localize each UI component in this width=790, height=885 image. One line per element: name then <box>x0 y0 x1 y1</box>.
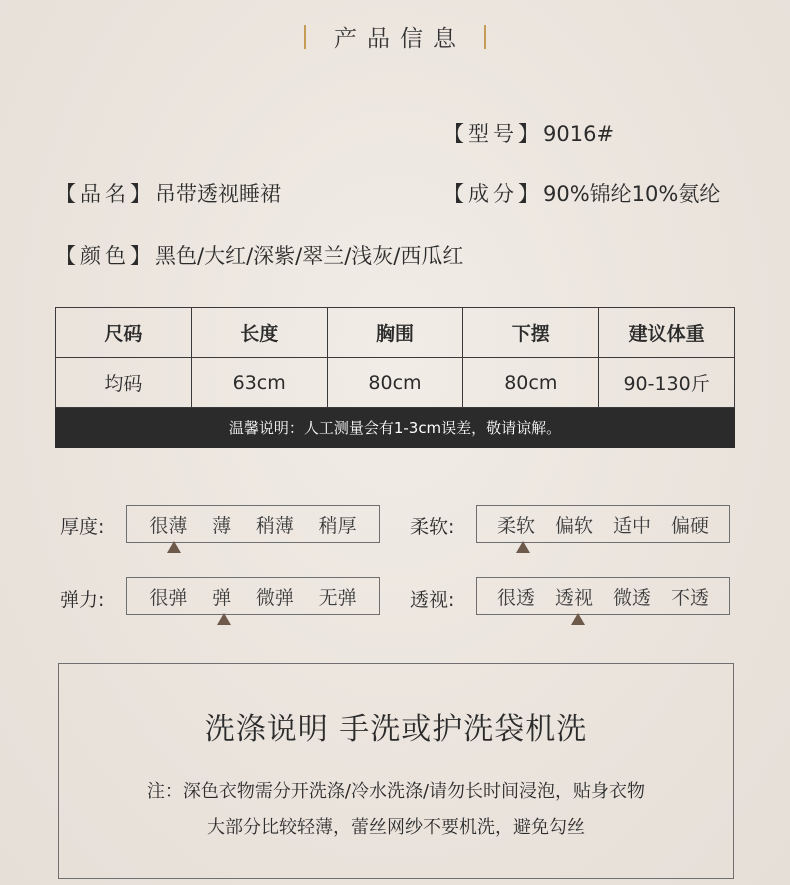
softness-label: 柔软: <box>410 516 455 538</box>
elasticity-option: 弹 <box>212 586 232 609</box>
softness-option: 柔软 <box>496 514 535 537</box>
thickness-option: 稍薄 <box>255 514 294 537</box>
header-right-bar <box>484 25 486 49</box>
elasticity-option: 微弹 <box>255 586 294 609</box>
washing-title: 洗涤说明 手洗或护洗袋机洗 <box>204 712 588 747</box>
header-cell-length: 长度 <box>191 308 327 358</box>
info-colors <box>55 240 463 270</box>
thickness-option: 薄 <box>212 514 232 537</box>
size-table-header-row <box>56 308 735 358</box>
softness-option: 偏硬 <box>670 514 709 537</box>
softness-marker <box>516 541 530 553</box>
info-material <box>443 178 720 208</box>
cell-hem: 80cm <box>463 358 599 408</box>
thickness-option: 很薄 <box>149 514 188 537</box>
transparency-label: 透视: <box>410 589 455 611</box>
info-name-value: 吊带透视睡裙 <box>155 182 281 206</box>
washing-note <box>59 774 733 846</box>
table-row <box>56 358 735 408</box>
transparency-option: 很透 <box>496 586 535 609</box>
thickness-scale <box>126 505 380 543</box>
transparency-option: 透视 <box>554 586 593 609</box>
header-left-bar <box>304 25 306 49</box>
header-cell-hem: 下摆 <box>463 308 599 358</box>
washing-instructions <box>58 663 734 879</box>
transparency-scale <box>476 577 730 615</box>
section-title: 产品信息 <box>334 26 466 52</box>
elasticity-marker <box>217 613 231 625</box>
cell-size: 均码 <box>56 358 192 408</box>
size-note: 温馨说明：人工测量会有1-3cm误差，敬请谅解。 <box>56 408 735 448</box>
elasticity-label: 弹力: <box>60 589 105 611</box>
cell-bust: 80cm <box>327 358 463 408</box>
header-cell-bust: 胸围 <box>327 308 463 358</box>
transparency-option: 不透 <box>670 586 709 609</box>
transparency-option: 微透 <box>612 586 651 609</box>
cell-length: 63cm <box>191 358 327 408</box>
softness-option: 适中 <box>612 514 651 537</box>
thickness-label: 厚度: <box>60 516 105 538</box>
info-material-value: 90%锦纶10%氨纶 <box>543 182 721 206</box>
size-note-row <box>56 408 735 448</box>
info-model-key: 【型号】 <box>443 122 543 146</box>
info-model-value: 9016# <box>543 122 615 146</box>
header-cell-size: 尺码 <box>56 308 192 358</box>
section-header <box>0 20 790 53</box>
softness-scale <box>476 505 730 543</box>
info-model <box>443 118 614 148</box>
transparency-marker <box>571 613 585 625</box>
info-material-key: 【成分】 <box>443 182 543 206</box>
softness-option: 偏软 <box>554 514 593 537</box>
washing-note-line: 注：深色衣物需分开洗涤/冷水洗涤/请勿长时间浸泡，贴身衣物 <box>146 781 646 802</box>
info-colors-value: 黑色/大红/深紫/翠兰/浅灰/西瓜红 <box>155 244 464 268</box>
info-colors-key: 【颜色】 <box>55 244 155 268</box>
elasticity-option: 很弹 <box>149 586 188 609</box>
elasticity-scale <box>126 577 380 615</box>
info-name-key: 【品名】 <box>55 182 155 206</box>
size-table <box>55 307 735 448</box>
header-cell-weight: 建议体重 <box>599 308 735 358</box>
elasticity-option: 无弹 <box>318 586 357 609</box>
info-name <box>55 178 281 208</box>
thickness-marker <box>167 541 181 553</box>
cell-weight: 90-130斤 <box>599 358 735 408</box>
washing-note-line: 大部分比较轻薄，蕾丝网纱不要机洗，避免勾丝 <box>207 817 585 838</box>
thickness-option: 稍厚 <box>318 514 357 537</box>
